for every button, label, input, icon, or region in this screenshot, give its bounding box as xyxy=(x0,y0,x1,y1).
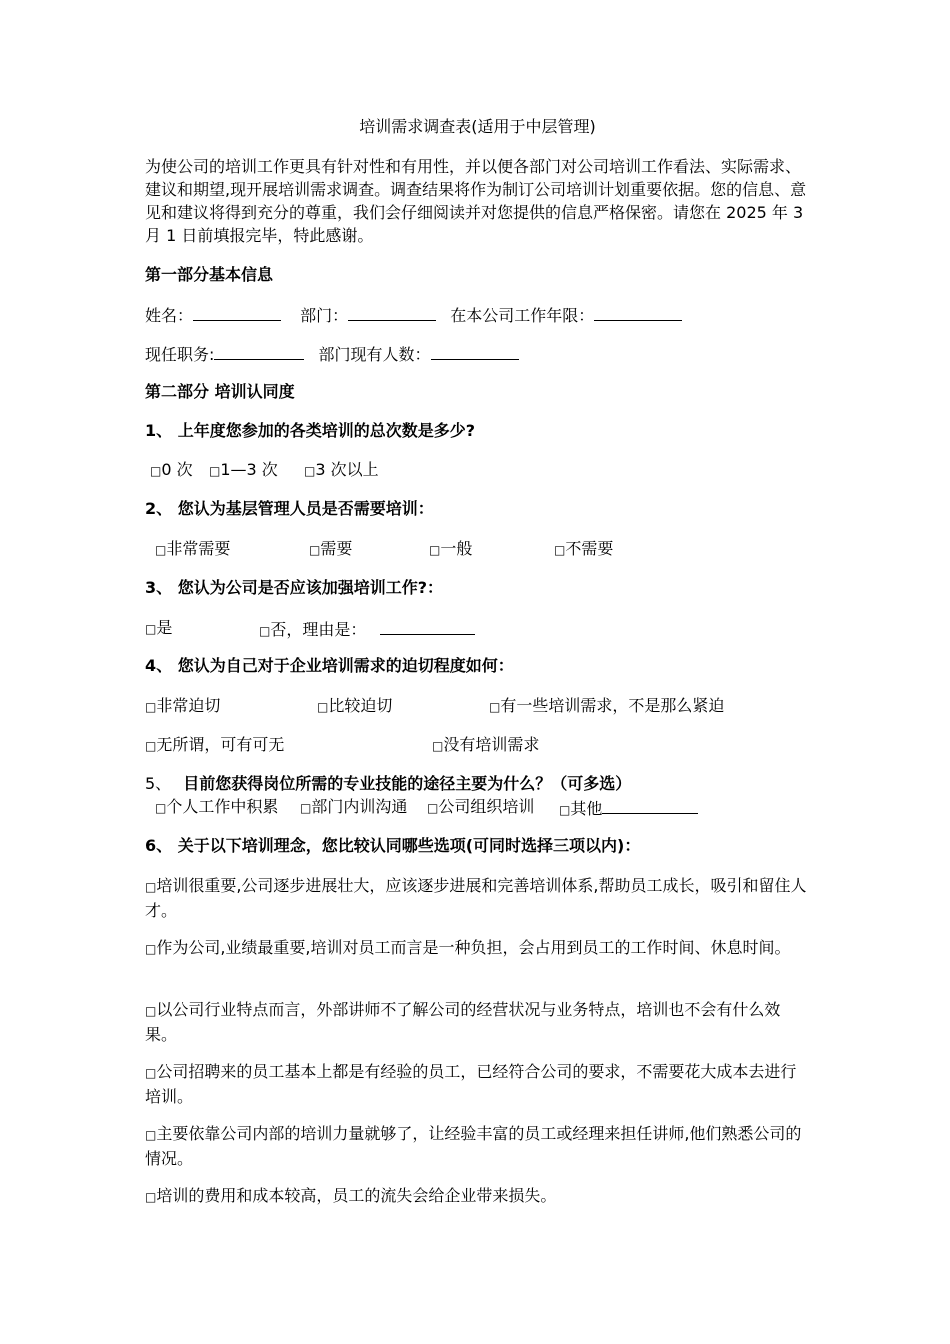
q2-option-2[interactable]: □一般 xyxy=(429,539,473,558)
q1-option-1[interactable]: □1—3 次 xyxy=(209,460,278,479)
q5-option-3[interactable]: □其他 xyxy=(559,796,698,821)
checkbox-icon: □ xyxy=(300,801,312,815)
q6-option-2[interactable]: □以公司行业特点而言，外部讲师不了解公司的经营状况与业务特点，培训也不会有什么效果。 xyxy=(145,1000,781,1044)
headcount-label: 部门现有人数： xyxy=(318,345,431,364)
dept-field[interactable] xyxy=(348,303,436,321)
q2-option-0[interactable]: □非常需要 xyxy=(155,539,231,558)
checkbox-icon: □ xyxy=(155,801,167,815)
checkbox-icon: □ xyxy=(145,1128,157,1142)
checkbox-icon: □ xyxy=(145,1190,157,1204)
checkbox-icon: □ xyxy=(489,700,501,714)
checkbox-icon: □ xyxy=(427,801,439,815)
q3-option-1[interactable]: □否，理由是： xyxy=(259,617,475,642)
part1-heading: 第一部分基本信息 xyxy=(145,265,274,284)
checkbox-icon: □ xyxy=(145,1004,157,1018)
q5-option-1[interactable]: □部门内训沟通 xyxy=(300,797,408,816)
intro-paragraph: 为使公司的培训工作更具有针对性和有用性，并以便各部门对公司培训工作看法、实际需求、建议和期望,现开展培训需求调查。调查结果将作为制订公司培训计划重要依据。您的信息、意见和建议将得到充分的尊重，我们会仔细阅读并对您提供的信息严格保密。请您在 2025 年 3 月 1 日前填报完毕，特此感谢。 xyxy=(145,157,807,245)
q6-option-0[interactable]: □培训很重要,公司逐步进展壮大，应该逐步进展和完善培训体系,帮助员工成长，吸引和留住人才。 xyxy=(145,876,807,920)
name-field[interactable] xyxy=(193,303,281,321)
basic-info-row-1 xyxy=(145,303,682,327)
q5-other-field[interactable] xyxy=(602,796,698,814)
document-title: 培训需求调查表(适用于中层管理) xyxy=(359,117,596,136)
checkbox-icon: □ xyxy=(155,543,167,557)
q1-text: 1、 上年度您参加的各类培训的总次数是多少? xyxy=(145,421,475,440)
position-field[interactable] xyxy=(214,342,304,360)
checkbox-icon: □ xyxy=(145,942,157,956)
checkbox-icon: □ xyxy=(554,543,566,557)
q1-option-0[interactable]: □0 次 xyxy=(150,460,193,479)
checkbox-icon: □ xyxy=(145,880,157,894)
q2-option-3[interactable]: □不需要 xyxy=(554,539,614,558)
checkbox-icon: □ xyxy=(150,464,162,478)
q4-option-4[interactable]: □没有培训需求 xyxy=(432,735,540,754)
q3-reason-field[interactable] xyxy=(380,617,475,635)
checkbox-icon: □ xyxy=(429,543,441,557)
q5-option-2[interactable]: □公司组织培训 xyxy=(427,797,535,816)
checkbox-icon: □ xyxy=(145,1066,157,1080)
q2-text: 2、 您认为基层管理人员是否需要培训： xyxy=(145,499,434,518)
checkbox-icon: □ xyxy=(309,543,321,557)
q5-question xyxy=(145,773,631,795)
q6-option-3[interactable]: □公司招聘来的员工基本上都是有经验的员工，已经符合公司的要求，不需要花大成本去进行培训。 xyxy=(145,1062,797,1106)
checkbox-icon: □ xyxy=(259,624,271,638)
q6-option-5[interactable]: □培训的费用和成本较高，员工的流失会给企业带来损失。 xyxy=(145,1186,557,1205)
checkbox-icon: □ xyxy=(145,622,157,636)
q1-option-2[interactable]: □3 次以上 xyxy=(304,460,379,479)
checkbox-icon: □ xyxy=(559,803,571,817)
position-label: 现任职务: xyxy=(145,345,215,364)
q6-option-4[interactable]: □主要依靠公司内部的培训力量就够了，让经验丰富的员工或经理来担任讲师,他们熟悉公司的情况。 xyxy=(145,1124,802,1168)
checkbox-icon: □ xyxy=(432,739,444,753)
checkbox-icon: □ xyxy=(145,739,157,753)
part2-heading: 第二部分 培训认同度 xyxy=(145,382,295,401)
checkbox-icon: □ xyxy=(145,700,157,714)
q6-option-1[interactable]: □作为公司,业绩最重要,培训对员工而言是一种负担，会占用到员工的工作时间、休息时间。 xyxy=(145,938,791,957)
q4-option-2[interactable]: □有一些培训需求，不是那么紧迫 xyxy=(489,696,725,715)
q5-number: 5、 xyxy=(145,774,172,793)
dept-label: 部门： xyxy=(300,306,349,325)
checkbox-icon: □ xyxy=(304,464,316,478)
q3-option-0[interactable]: □是 xyxy=(145,618,173,637)
q2-option-1[interactable]: □需要 xyxy=(309,539,353,558)
years-label: 在本公司工作年限： xyxy=(450,306,595,325)
q5-option-0[interactable]: □个人工作中积累 xyxy=(155,797,279,816)
q6-text: 6、 关于以下培训理念，您比较认同哪些选项(可同时选择三项以内)： xyxy=(145,836,641,855)
basic-info-row-2 xyxy=(145,342,519,366)
q3-text: 3、 您认为公司是否应该加强培训工作?： xyxy=(145,578,443,597)
name-label: 姓名： xyxy=(145,306,194,325)
checkbox-icon: □ xyxy=(317,700,329,714)
q4-text: 4、 您认为自己对于企业培训需求的迫切程度如何： xyxy=(145,656,514,675)
q5-text: 目前您获得岗位所需的专业技能的途径主要为什么？（可多选） xyxy=(183,774,632,793)
headcount-field[interactable] xyxy=(431,342,519,360)
checkbox-icon: □ xyxy=(209,464,221,478)
q4-option-0[interactable]: □非常迫切 xyxy=(145,696,221,715)
q4-option-1[interactable]: □比较迫切 xyxy=(317,696,393,715)
years-field[interactable] xyxy=(594,303,682,321)
q4-option-3[interactable]: □无所谓，可有可无 xyxy=(145,735,285,754)
